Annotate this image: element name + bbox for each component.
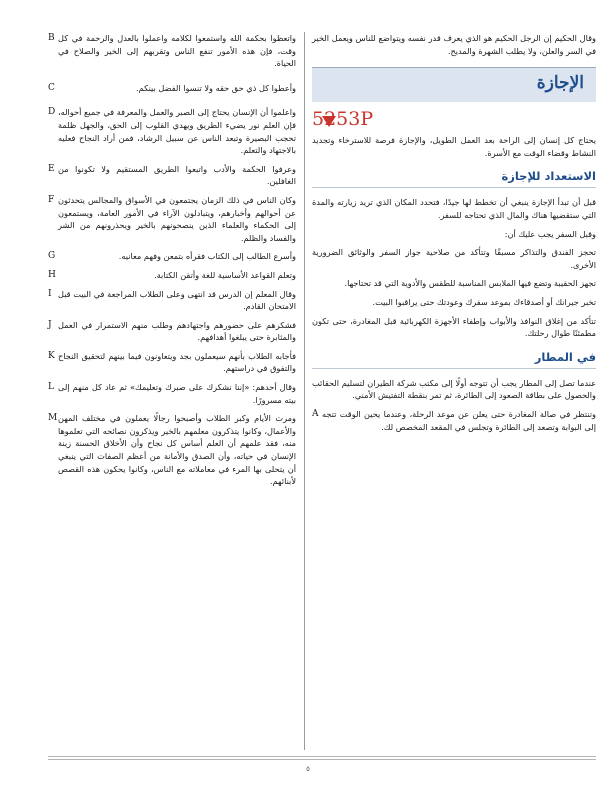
section-paragraph: تجهز الحقيبة وتضع فيها الملابس المناسبة للطقس والأدوية التي قد تحتاجها. [344, 278, 596, 289]
column-divider [304, 32, 305, 750]
item-text: فشكرهم على حضورهم واجتهادهم وطلب منهم الاستمرار في العمل والمثابرة حتى يبلغوا أهدافهم. [58, 319, 296, 343]
item-letter: L [48, 382, 54, 393]
item-letter: J [48, 319, 52, 330]
list-item [48, 269, 296, 282]
item-text: وأعطوا كل ذي حق حقه ولا تنسوا الفضل بينكم. [136, 82, 296, 93]
item-letter: C [48, 82, 55, 93]
item-text: وأسرع الطالب إلى الكتاب فقرأه بتمعن وفهم معانيه. [118, 251, 296, 262]
item-text: واتعظوا بحكمة الله واستمعوا لكلامه واعملوا بالعدل والرحمة في كل وقت، فإن هذه الأمور تنفع الناس وتقربهم إلى الخير والصلاح في الحياة. [58, 33, 296, 69]
item-letter: H [48, 269, 56, 280]
list-item [48, 106, 296, 156]
section-paragraph: تحجز الفندق والتذاكر مسبقًا وتتأكد من صلاحية جواز السفر والوثائق الضرورية الأخرى. [312, 247, 596, 270]
list-item [48, 163, 296, 188]
item-text: وتنتظر في صالة المغادرة حتى يعلن عن موعد الرحلة، وعندما يحين الوقت تتجه إلى البوابة وتصعد إلى الطائرة وتجلس في المقعد المخصص لك. [322, 408, 596, 432]
section-heading-text: في المطار [534, 349, 596, 364]
banner-title: الإجازة [536, 73, 584, 94]
item-text: واعلموا أن الإنسان يحتاج إلى الصبر والعمل والمعرفة في جميع أحواله، فإن العلم نور يضيء الطريق ويهدي القلوب إلى الحق، والجهل ظلمة تحجب البصيرة وتبعد الناس عن سبيل الرشاد، فمن أراد النجاح فعليه بالاجتهاد والتعلم. [58, 107, 296, 156]
list-item [48, 32, 296, 70]
footer-rule [48, 756, 596, 757]
item-letter: G [48, 251, 56, 262]
right-column [312, 32, 596, 439]
section-heading [312, 169, 596, 188]
list-item [48, 350, 296, 375]
item-text: ومرت الأيام وكبر الطلاب وأصبحوا رجالًا يعملون في مختلف المهن والأعمال، وكانوا يتذكرون معلمهم بالخير ويذكرون نصائحه التي تعلموها منه، فقد علمهم أن العلم أساس كل نجاح وأن الأخلاق الحسنة زينة الإنسان في حياته، وأن الصدق والأمانة من أعظم الصفات التي ينبغي أن يتحلى بها المرء في معاملاته مع الناس، وكانوا يحكون هذه القصص لأبنائهم. [58, 413, 296, 487]
list-item [48, 319, 296, 344]
item-text: فأجابه الطلاب بأنهم سيعملون بجد ويتعاونون فيما بينهم لتحقيق النجاح والتفوق في دراستهم. [58, 350, 296, 374]
list-item [48, 250, 296, 263]
section-paragraph: تتأكد من إغلاق النوافذ والأبواب وإطفاء الأجهزة الكهربائية قبل المغادرة، حتى تكون مطمئنًا طوال رحلتك. [312, 315, 596, 339]
item-text: وعرفوا الحكمة والأدب واتبعوا الطريق المستقيم ولا تكونوا من الغافلين. [58, 163, 296, 187]
list-item [48, 412, 296, 488]
section-heading [312, 350, 596, 369]
section-banner [312, 67, 596, 102]
list-item [312, 408, 596, 433]
section-paragraph: تخبر جيرانك أو أصدقاءك بموعد سفرك وعودتك حتى يراقبوا البيت. [372, 296, 596, 307]
item-text: وتعلم القواعد الأساسية للغة وأتقن الكتابة. [154, 269, 296, 280]
item-letter: D [48, 107, 56, 118]
document-code: 5253P [312, 108, 374, 131]
intro-paragraph: وقال الحكيم إن الرجل الحكيم هو الذي يعرف قدر نفسه ويتواضع للناس ويعمل الخير في السر والعلن، ولا يطلب الشهرة والمديح. [312, 33, 596, 56]
list-item [48, 82, 296, 95]
list-item [48, 381, 296, 406]
list-item [48, 288, 296, 313]
list-item [48, 194, 296, 244]
item-letter: E [48, 163, 55, 174]
section-paragraph: عندما تصل إلى المطار يجب أن تتوجه أولًا إلى مكتب شركة الطيران لتسليم الحقائب والحصول على بطاقة الصعود إلى الطائرة، ثم تمر بنقطة التفتيش الأمني. [312, 377, 596, 401]
section-paragraph: قبل أن تبدأ الإجازة ينبغي أن تخطط لها جيدًا، فتحدد المكان الذي تريد زيارته والمدة التي ستقضيها هناك والمال الذي تحتاجه للسفر. [312, 197, 596, 220]
left-column [48, 32, 296, 494]
code-row [312, 106, 596, 134]
item-text: وقال أحدهم: «إننا نشكرك على صبرك وتعليمك» ثم عاد كل منهم إلى بيته مسرورًا. [58, 382, 296, 405]
item-letter: M [48, 413, 58, 424]
item-letter: K [48, 350, 55, 361]
item-text: وكان الناس في ذلك الزمان يجتمعون في الأسواق والمجالس يتحدثون عن أحوالهم وأخبارهم، ويتبادلون الآراء في الأمور العامة، ويستمعون إلى الحكماء والعلماء الذين ينصحونهم بالخير ويحذرونهم من الشر والفساد والظلم. [58, 194, 296, 243]
item-letter: F [48, 194, 55, 205]
item-letter: I [48, 288, 52, 299]
section-heading-text: الاستعداد للإجازة [501, 169, 596, 184]
item-text: وقال المعلم إن الدرس قد انتهى وعلى الطلاب المراجعة في البيت قبل الامتحان القادم. [58, 288, 296, 312]
section-paragraph: وقبل السفر يجب عليك أن: [504, 228, 596, 239]
page-number: ٥ [306, 765, 310, 773]
footer-rule [48, 759, 596, 760]
item-letter: B [48, 33, 55, 43]
item-letter: A [312, 408, 319, 419]
intro-paragraph-2: يحتاج كل إنسان إلى الراحة بعد العمل الطويل، والإجازة فرصة للاسترخاء وتجديد النشاط وقضاء الوقت مع الأسرة. [312, 135, 596, 158]
